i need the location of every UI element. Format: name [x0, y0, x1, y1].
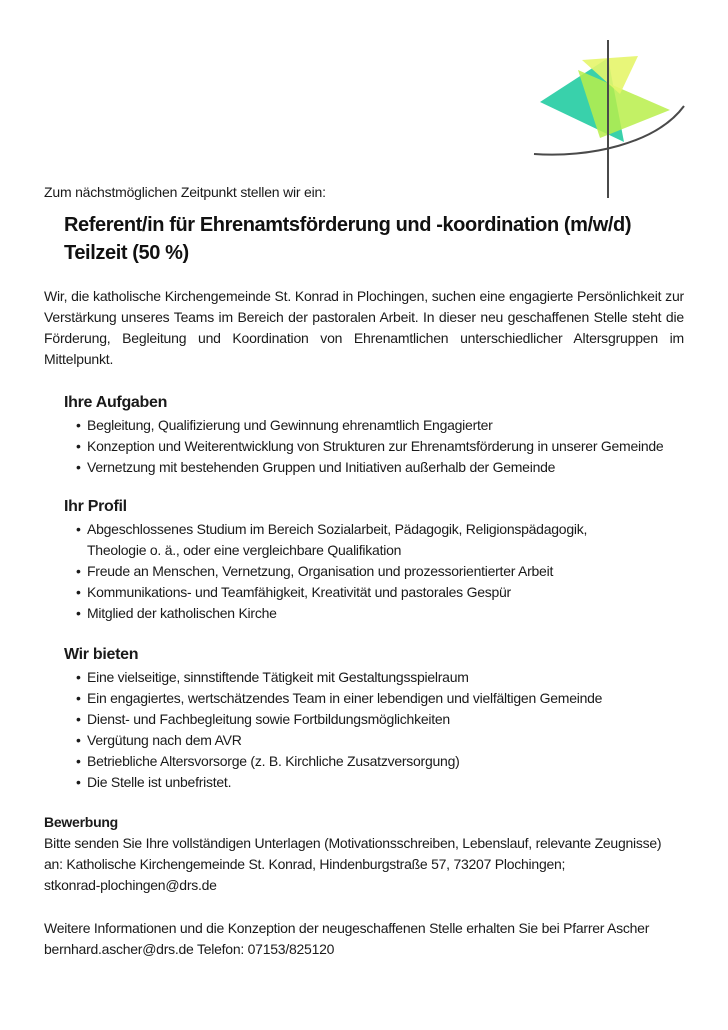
bieten-list — [64, 667, 704, 793]
aufgaben-list — [64, 415, 704, 478]
list-item: • Freude an Menschen, Vernetzung, Organisation und prozessorientierter Arbeit — [76, 561, 704, 582]
application-text: Bitte senden Sie Ihre vollständigen Unterlagen (Motivationsschreiben, Lebenslauf, relevante Zeugnisse) — [44, 835, 662, 851]
job-title-workload: Teilzeit (50 %) — [64, 242, 189, 264]
section-profil — [64, 498, 704, 624]
list-item: • Vergütung nach dem AVR — [76, 730, 704, 751]
more-info-section — [44, 918, 704, 960]
list-item-line: Theologie o. ä., oder eine vergleichbare Qualifikation — [87, 542, 402, 558]
job-description: Wir, die katholische Kirchengemeinde St. Konrad in Plochingen, suchen eine engagierte Persönlichkeit zur Verstärkung unseres Teams im Bereich der pastoralen Arbeit. In dieser neu geschaffenen Stelle steht die Förderung, Begleitung und Koordination von Ehrenamtlichen unterschiedlicher Altersgruppen im Mittelpunkt. — [44, 288, 684, 367]
section-bieten — [64, 646, 704, 793]
list-item: • Betriebliche Altersvorsorge (z. B. Kirchliche Zusatzversorgung) — [76, 751, 704, 772]
list-item-line: Abgeschlossenes Studium im Bereich Sozialarbeit, Pädagogik, Religionspädagogik, — [87, 521, 588, 537]
list-item: • Die Stelle ist unbefristet. — [76, 772, 704, 793]
list-item: • Dienst- und Fachbegleitung sowie Fortbildungsmöglichkeiten — [76, 709, 704, 730]
list-item: • Begleitung, Qualifizierung und Gewinnung ehrenamtlich Engagierter — [76, 415, 704, 436]
list-item: • Vernetzung mit bestehenden Gruppen und Initiativen außerhalb der Gemeinde — [76, 457, 704, 478]
section-heading-bieten: Wir bieten — [64, 646, 139, 663]
list-item: • Konzeption und Weiterentwicklung von Strukturen zur Ehrenamtsförderung in unserer Gemeinde — [76, 436, 704, 457]
application-email[interactable]: stkonrad-plochingen@drs.de — [44, 877, 217, 893]
profil-list — [64, 519, 704, 624]
job-title — [64, 211, 631, 267]
intro-line: Zum nächstmöglichen Zeitpunkt stellen wir ein: — [44, 184, 326, 200]
application-address: an: Katholische Kirchengemeinde St. Konrad, Hindenburgstraße 57, 73207 Plochingen; — [44, 856, 566, 872]
list-item — [76, 519, 704, 561]
list-item: • Kommunikations- und Teamfähigkeit, Kreativität und pastorales Gespür — [76, 582, 704, 603]
job-title-line: Referent/in für Ehrenamtsförderung und -koordination (m/w/d) — [64, 214, 632, 236]
application-section — [44, 812, 704, 896]
list-item: • Ein engagiertes, wertschätzendes Team in einer lebendigen und vielfältigen Gemeinde — [76, 688, 704, 709]
list-item: • Eine vielseitige, sinnstiftende Tätigkeit mit Gestaltungsspielraum — [76, 667, 704, 688]
list-item: • Mitglied der katholischen Kirche — [76, 603, 704, 624]
contact-info[interactable]: bernhard.ascher@drs.de Telefon: 07153/825120 — [44, 941, 335, 957]
more-info-text: Weitere Informationen und die Konzeption der neugeschaffenen Stelle erhalten Sie bei Pfarrer Ascher — [44, 920, 650, 936]
section-aufgaben — [64, 394, 704, 478]
section-heading-aufgaben: Ihre Aufgaben — [64, 394, 168, 411]
application-heading: Bewerbung — [44, 814, 118, 830]
section-heading-profil: Ihr Profil — [64, 498, 127, 515]
parish-logo — [528, 40, 698, 200]
